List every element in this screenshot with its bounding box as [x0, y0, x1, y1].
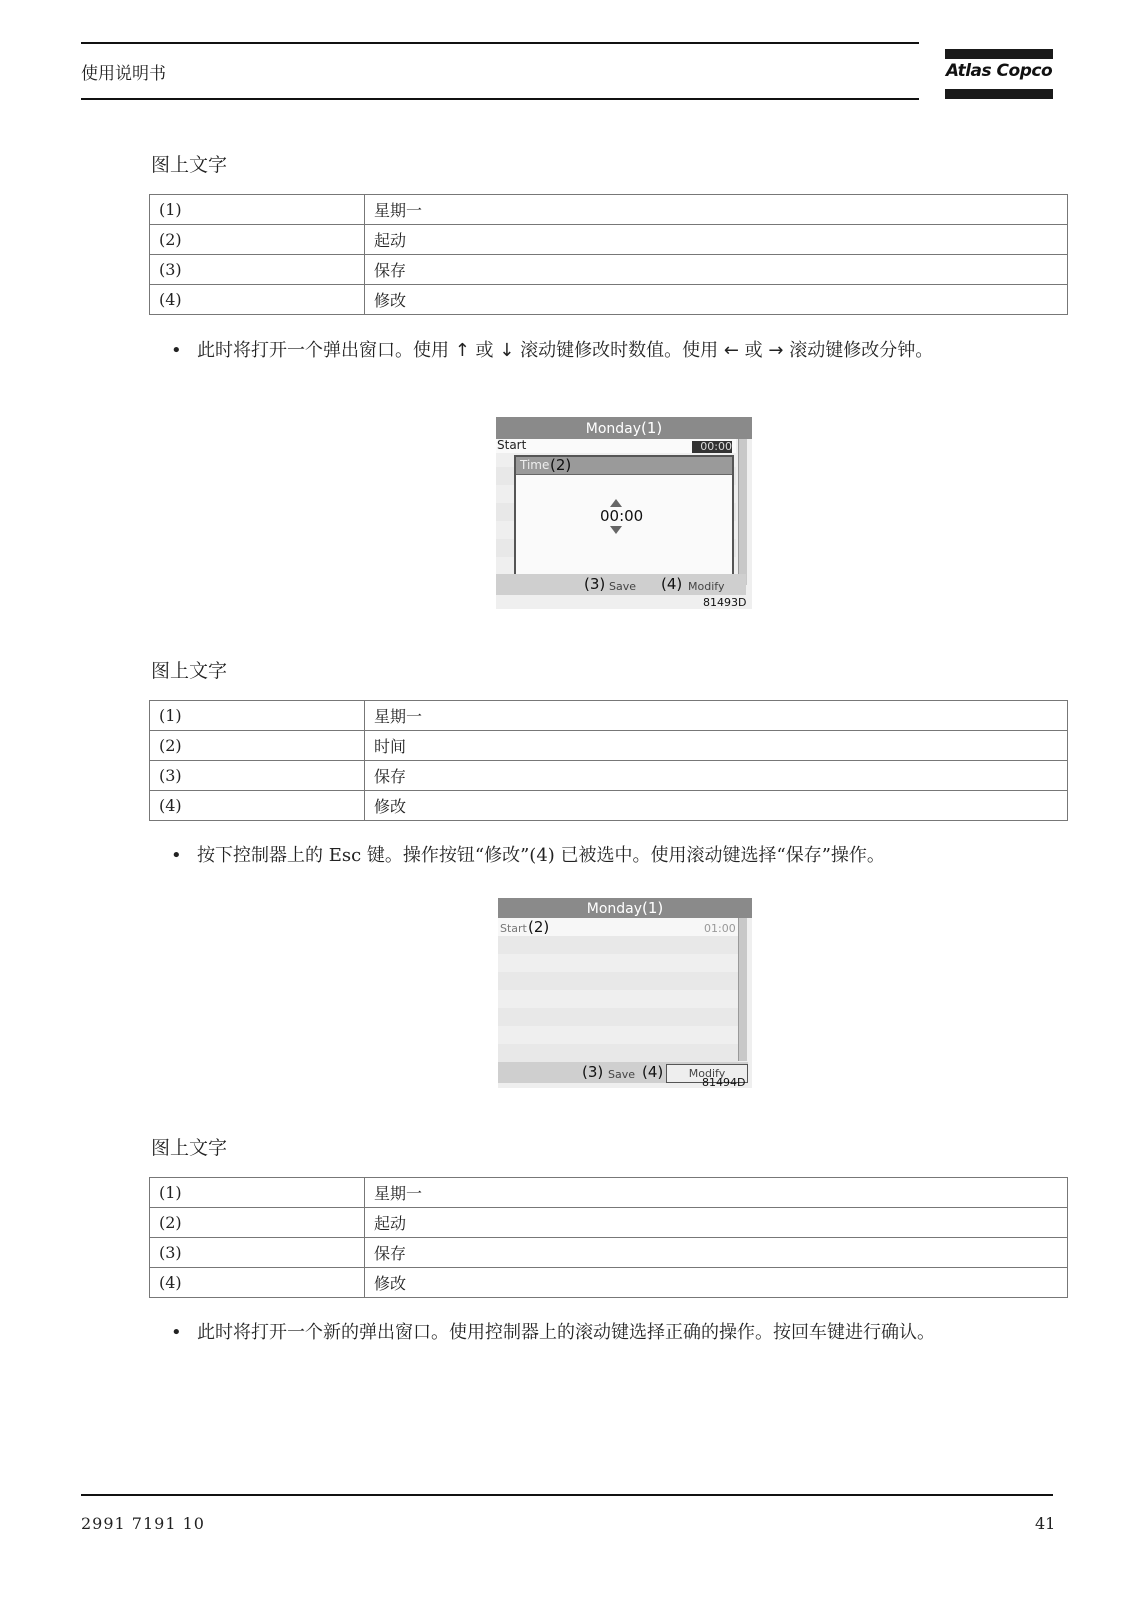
logo-bar-top	[945, 49, 1053, 59]
row-number: (4)	[150, 791, 365, 821]
table-row	[150, 731, 1068, 761]
callout-2: (2)	[550, 456, 572, 474]
row-text: 保存	[365, 1238, 1068, 1268]
row-number: (1)	[150, 701, 365, 731]
document-title: 使用说明书	[81, 64, 166, 84]
screen-title: Monday	[586, 901, 643, 917]
row-text: 时间	[365, 731, 1068, 761]
logo-bar-bottom	[945, 89, 1053, 99]
bullet-text	[197, 338, 1051, 363]
row-number: (3)	[150, 255, 365, 285]
row-text: 起动	[365, 1208, 1068, 1238]
row-number: (3)	[150, 1238, 365, 1268]
text-part: 或	[738, 340, 769, 361]
controller-screen-start	[498, 898, 752, 1088]
legend-table-2	[149, 700, 1068, 821]
bullet-text: 此时将打开一个新的弹出窗口。使用控制器上的滚动键选择正确的操作。按回车键进行确认。	[197, 1322, 935, 1343]
table-row	[150, 255, 1068, 285]
table-row	[150, 225, 1068, 255]
row-number: (1)	[150, 195, 365, 225]
callout-3: (3)	[584, 575, 606, 593]
row-number: (2)	[150, 225, 365, 255]
save-button[interactable]: Save	[608, 1068, 636, 1081]
row-text: 保存	[365, 255, 1068, 285]
row-text: 星期一	[365, 195, 1068, 225]
bullet-dot: •	[171, 340, 182, 361]
list-row	[498, 1008, 738, 1026]
legend-table-1	[149, 194, 1068, 315]
figure-id: 81493D	[703, 596, 747, 609]
row-text: 星期一	[365, 1178, 1068, 1208]
table-row	[150, 285, 1068, 315]
time-value[interactable]: 00:00	[600, 507, 644, 525]
callout-4: (4)	[642, 1063, 664, 1081]
row-number: (2)	[150, 1208, 365, 1238]
start-value-selected: 00:00	[692, 441, 732, 453]
scrollbar[interactable]	[738, 918, 747, 1061]
time-popup	[514, 455, 734, 583]
legend-title-3: 图上文字	[151, 1137, 228, 1159]
row-number: (2)	[150, 731, 365, 761]
popup-title: Time	[520, 458, 550, 472]
table-row	[150, 761, 1068, 791]
controller-screen-time-popup	[496, 417, 752, 609]
row-number: (1)	[150, 1178, 365, 1208]
legend-title-2: 图上文字	[151, 660, 228, 682]
logo-text: Atlas Copco	[945, 61, 1053, 81]
callout-4: (4)	[661, 575, 683, 593]
popup-title-bar	[516, 457, 732, 475]
arrow-right-icon: →	[768, 340, 784, 361]
bullet-paragraph-3	[171, 1320, 1051, 1346]
row-number: (3)	[150, 761, 365, 791]
arrow-left-icon: ←	[723, 340, 739, 361]
table-row	[150, 1178, 1068, 1208]
page-number: 41	[1035, 1514, 1056, 1533]
figure-id: 81494D	[702, 1076, 746, 1089]
scrollbar[interactable]	[738, 439, 747, 585]
table-row	[150, 1268, 1068, 1298]
table-row	[150, 1208, 1068, 1238]
row-text: 星期一	[365, 701, 1068, 731]
text-part: 滚动键修改时数值。使用	[514, 340, 724, 361]
list-row	[498, 936, 738, 954]
callout-1: (1)	[641, 419, 663, 437]
row-text: 保存	[365, 761, 1068, 791]
arrow-down-icon: ↓	[499, 340, 515, 361]
modify-button-selected[interactable]: Modify	[666, 1064, 748, 1083]
header-rule-bottom	[81, 98, 919, 100]
start-label: Start	[497, 438, 527, 452]
table-row	[150, 195, 1068, 225]
save-button[interactable]: Save	[609, 580, 637, 593]
row-text: 修改	[365, 285, 1068, 315]
callout-1: (1)	[642, 899, 664, 917]
row-number: (4)	[150, 285, 365, 315]
list-row	[498, 972, 738, 990]
footer-rule	[81, 1494, 1053, 1496]
bullet-paragraph-2	[171, 843, 1051, 869]
modify-button[interactable]: Modify	[688, 580, 725, 593]
text-part: 或	[469, 340, 500, 361]
screen-title-bar	[496, 417, 752, 439]
row-number: (4)	[150, 1268, 365, 1298]
document-number: 2991 7191 10	[81, 1514, 205, 1533]
screen-title-bar	[498, 898, 752, 918]
row-text: 修改	[365, 1268, 1068, 1298]
header-rule-top	[81, 42, 919, 44]
row-text: 起动	[365, 225, 1068, 255]
list-row	[498, 1044, 738, 1062]
row-text: 修改	[365, 791, 1068, 821]
table-row	[150, 701, 1068, 731]
decrement-arrow-icon[interactable]	[610, 526, 622, 534]
callout-2: (2)	[528, 918, 550, 936]
start-label: Start	[500, 922, 527, 935]
bullet-dot: •	[171, 1322, 182, 1343]
legend-table-3	[149, 1177, 1068, 1298]
bullet-dot: •	[171, 845, 182, 866]
bullet-paragraph-1	[171, 338, 1051, 390]
start-value[interactable]: 01:00	[704, 922, 736, 935]
text-part: 此时将打开一个弹出窗口。使用	[197, 340, 455, 361]
bullet-text: 按下控制器上的 Esc 键。操作按钮“修改”(4) 已被选中。使用滚动键选择“保存”操作。	[197, 845, 885, 866]
legend-title-1: 图上文字	[151, 154, 228, 176]
screen-title: Monday	[585, 421, 642, 437]
callout-3: (3)	[582, 1063, 604, 1081]
table-row	[150, 791, 1068, 821]
table-row	[150, 1238, 1068, 1268]
text-part: 滚动键修改分钟。	[783, 340, 934, 361]
arrow-up-icon: ↑	[454, 340, 470, 361]
atlas-copco-logo	[945, 49, 1053, 101]
increment-arrow-icon[interactable]	[610, 499, 622, 507]
